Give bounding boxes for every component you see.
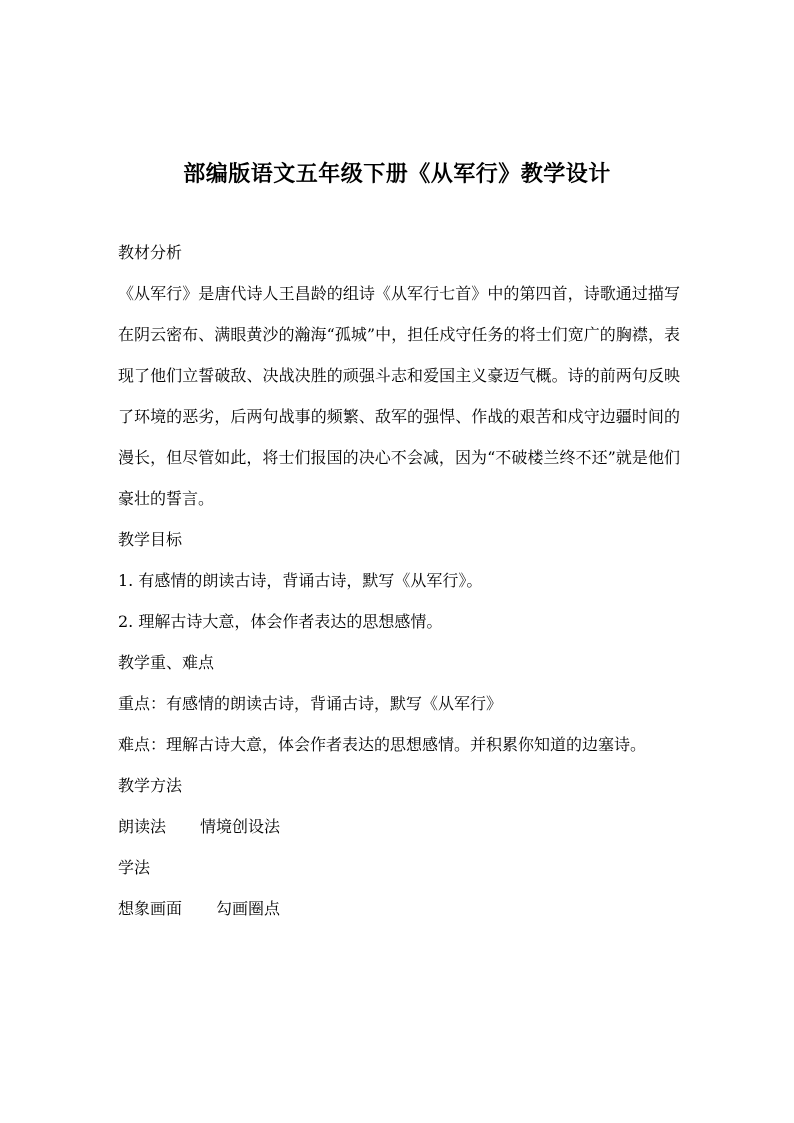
teaching-goal-item: 2. 理解古诗大意，体会作者表达的思想感情。 xyxy=(118,612,443,631)
section-heading-methods: 教学方法 xyxy=(118,776,183,795)
document-title: 部编版语文五年级下册《从军行》教学设计 xyxy=(183,162,611,187)
teaching-method-item: 情境创设法 xyxy=(200,817,281,836)
section-heading-key-points: 教学重、难点 xyxy=(118,653,215,672)
key-point-text: 重点：有感情的朗读古诗，背诵古诗，默写《从军行》 xyxy=(118,694,503,713)
section-heading-study: 学法 xyxy=(118,858,151,877)
study-method-item: 想象画面 xyxy=(118,899,183,918)
teaching-methods-row xyxy=(118,806,680,847)
study-methods-row xyxy=(118,888,680,929)
teaching-method-item: 朗读法 xyxy=(118,817,167,836)
material-analysis-paragraph: 《从军行》是唐代诗人王昌龄的组诗《从军行七首》中的第四首，诗歌通过描写在阴云密布、满眼黄沙的瀚海“孤城”中，担任戍守任务的将士们宽广的胸襟，表现了他们立誓破敌、决战决胜的顽强斗志和爱国主义豪迈气概。诗的前两句反映了环境的恶劣，后两句战事的频繁、敌军的强悍、作战的艰苦和戍守边疆时间的漫长，但尽管如此，将士们报国的决心不会减，因为“不破楼兰终不还”就是他们豪壮的誓言。 xyxy=(118,284,680,508)
section-heading-material: 教材分析 xyxy=(118,243,183,262)
document-body xyxy=(118,232,680,929)
section-heading-goals: 教学目标 xyxy=(118,530,183,549)
difficult-point-text: 难点：理解古诗大意，体会作者表达的思想感情。并积累你知道的边塞诗。 xyxy=(118,735,647,754)
teaching-goal-item: 1. 有感情的朗读古诗，背诵古诗，默写《从军行》。 xyxy=(118,571,483,590)
study-method-item: 勾画圈点 xyxy=(216,899,281,918)
